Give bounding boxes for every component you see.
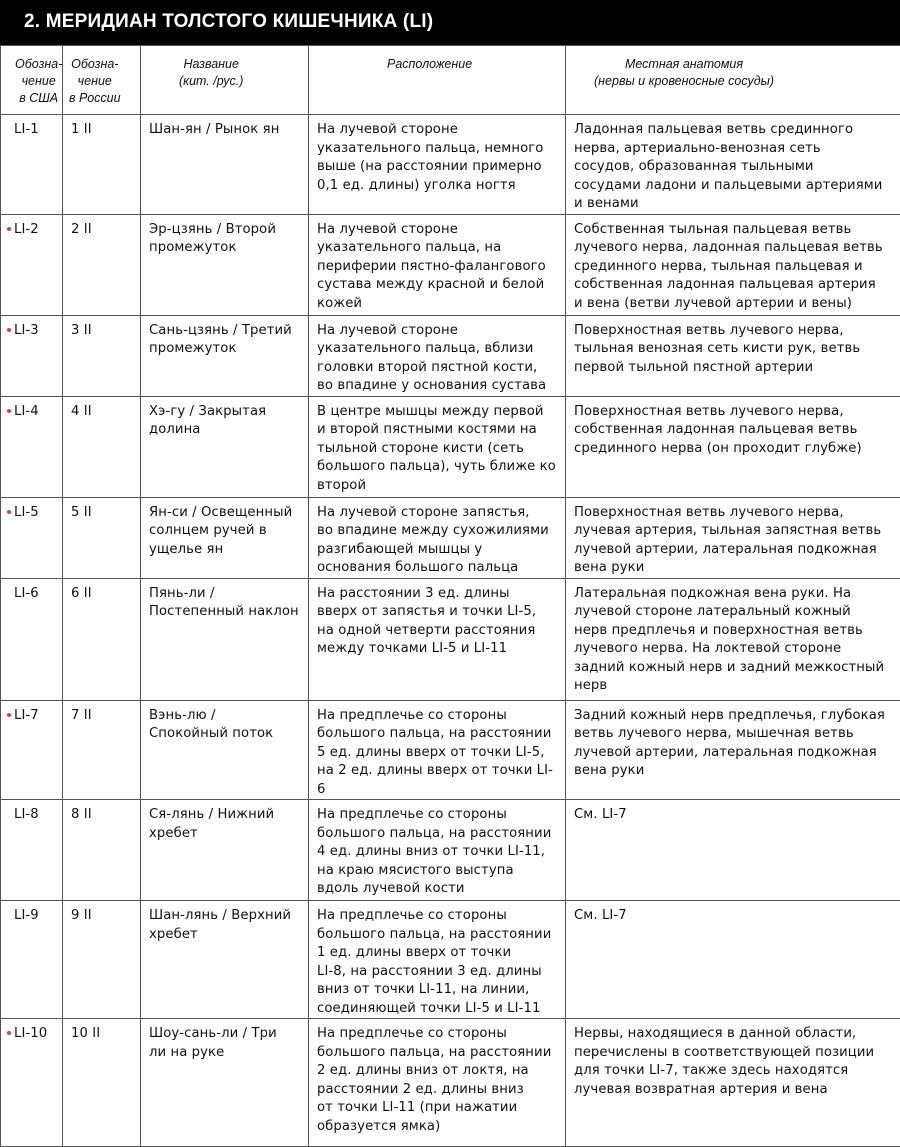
- point-location-wrap: [309, 1019, 565, 1136]
- point-name-cell: [141, 1019, 309, 1147]
- point-name-wrap: [141, 397, 308, 440]
- point-code-us: LI-10: [14, 1026, 47, 1041]
- point-anatomy-cell: [566, 214, 900, 315]
- point-code-ru: 10 II: [71, 1026, 100, 1041]
- point-code-us-cell: [1, 396, 63, 497]
- point-code-us: LI-2: [14, 222, 39, 237]
- point-code-us-cell: [1, 214, 63, 315]
- point-anatomy-wrap: [566, 1019, 900, 1099]
- point-code-ru: 6 II: [71, 586, 92, 601]
- point-location-wrap: [309, 579, 565, 659]
- acupoint-table: [0, 45, 900, 1147]
- header-anatomy-label: Местная анатомия (нервы и кровеносные сосуды): [594, 56, 774, 90]
- point-anatomy-cell: [566, 700, 900, 800]
- point-name-cell: [141, 315, 309, 396]
- point-code-ru: 9 II: [71, 908, 92, 923]
- point-anatomy: Поверхностная ветвь лучевого нерва, собственная ладонная пальцевая ветвь срединного нерва (он проходит глубже): [574, 404, 862, 456]
- point-location-wrap: [309, 316, 565, 396]
- point-name-wrap: [141, 215, 308, 258]
- point-anatomy: Поверхностная ветвь лучевого нерва, лучевая артерия, тыльная запястная ветвь лучевой артерии, латеральная подкожная вена руки: [574, 505, 881, 576]
- point-code-ru: 8 II: [71, 807, 92, 822]
- point-location-cell: [309, 578, 566, 700]
- page-title: 2. МЕРИДИАН ТОЛСТОГО КИШЕЧНИКА (LI): [24, 11, 433, 33]
- point-anatomy-wrap: [566, 115, 900, 214]
- point-code-ru-wrap: [63, 701, 140, 726]
- point-anatomy: Собственная тыльная пальцевая ветвь лучевого нерва, ладонная пальцевая ветвь срединного нерва, тыльная пальцевая и собственная ладонная пальцевая артерия и вена (ветви лучевой артерии и вены): [574, 222, 883, 311]
- point-code-ru: 7 II: [71, 708, 92, 723]
- point-code-us-wrap: [1, 800, 62, 825]
- point-code-us: LI-1: [14, 122, 39, 137]
- point-code-ru: 2 II: [71, 222, 92, 237]
- point-location-cell: [309, 700, 566, 800]
- point-location-cell: [309, 800, 566, 901]
- point-location: На лучевой стороне запястья, во впадине между сухожилиями разгибающей мышцы у основания большого пальца: [317, 505, 549, 576]
- point-code-ru: 5 II: [71, 505, 92, 520]
- point-location-wrap: [309, 397, 565, 496]
- point-name-wrap: [141, 800, 308, 843]
- table-row: [1, 901, 900, 1019]
- point-name: Пянь-ли / Постепенный наклон: [149, 586, 299, 620]
- header-ru-label: Обозна- чение в России: [69, 56, 121, 107]
- point-location-cell: [309, 1019, 566, 1147]
- point-location-wrap: [309, 701, 565, 800]
- point-code-us-cell: [1, 1019, 63, 1147]
- point-code-us-cell: [1, 115, 63, 215]
- point-code-us-cell: [1, 315, 63, 396]
- header-name-label: Название (кит. /рус.): [179, 56, 243, 90]
- table-row: [1, 214, 900, 315]
- point-location-wrap: [309, 800, 565, 899]
- point-name-wrap: [141, 316, 308, 359]
- point-code-ru: 4 II: [71, 404, 92, 419]
- point-location: На предплечье со стороны большого пальца, на расстоянии 4 ед. длины вниз от точки LI-11, на краю мясистого выступа вдоль лучевой кости: [317, 807, 551, 896]
- point-location: На лучевой стороне указательного пальца, на периферии пястно-фалангового сустава между красной и белой кожей: [317, 222, 546, 311]
- point-code-ru-cell: [63, 700, 141, 800]
- point-code-ru-wrap: [63, 579, 140, 604]
- point-name-cell: [141, 396, 309, 497]
- point-anatomy-wrap: [566, 215, 900, 314]
- point-anatomy: См. LI-7: [574, 908, 627, 923]
- point-anatomy-cell: [566, 800, 900, 901]
- point-anatomy-wrap: [566, 397, 900, 459]
- header-location: [309, 46, 566, 115]
- point-code-ru-cell: [63, 115, 141, 215]
- point-anatomy-wrap: [566, 579, 900, 696]
- point-code-us: LI-6: [14, 586, 39, 601]
- point-name-cell: [141, 700, 309, 800]
- point-name-wrap: [141, 901, 308, 944]
- point-anatomy-wrap: [566, 498, 900, 578]
- point-code-us-wrap: [1, 701, 62, 726]
- point-code-ru: 1 II: [71, 122, 92, 137]
- table-row: [1, 578, 900, 700]
- point-anatomy: Задний кожный нерв предплечья, глубокая ветвь лучевого нерва, мышечная ветвь лучевой артерии, латеральная подкожная вена руки: [574, 708, 885, 779]
- point-code-us: LI-3: [14, 323, 39, 338]
- point-anatomy-cell: [566, 901, 900, 1019]
- point-code-us-wrap: [1, 901, 62, 926]
- marker-dot-icon: [7, 227, 11, 231]
- point-location-cell: [309, 315, 566, 396]
- point-code-us-wrap: [1, 397, 62, 422]
- point-code-ru-cell: [63, 578, 141, 700]
- point-anatomy-wrap: [566, 701, 900, 781]
- table-row: [1, 1019, 900, 1147]
- point-location-cell: [309, 497, 566, 578]
- point-code-us-cell: [1, 497, 63, 578]
- point-code-us: LI-9: [14, 908, 39, 923]
- point-code-us-wrap: [1, 115, 62, 140]
- point-name: Ся-лянь / Нижний хребет: [149, 807, 274, 841]
- marker-dot-icon: [7, 713, 11, 717]
- marker-dot-icon: [7, 328, 11, 332]
- point-location: На предплечье со стороны большого пальца, на расстоянии 5 ед. длины вверх от точки LI-5, на 2 ед. длины вверх от точки LI-6: [317, 708, 553, 797]
- point-anatomy-cell: [566, 497, 900, 578]
- point-name-wrap: [141, 579, 308, 622]
- point-anatomy: См. LI-7: [574, 807, 627, 822]
- point-code-us-cell: [1, 578, 63, 700]
- table-row: [1, 396, 900, 497]
- header-name: [141, 46, 309, 115]
- point-code-us-wrap: [1, 498, 62, 523]
- point-code-ru-cell: [63, 800, 141, 901]
- point-name-cell: [141, 214, 309, 315]
- point-anatomy: Ладонная пальцевая ветвь срединного нерва, артериально-венозная сеть сосудов, образованная тыльными сосудами ладони и пальцевыми артериями и венами: [574, 122, 882, 211]
- point-name: Вэнь-лю / Спокойный поток: [149, 708, 273, 742]
- table-row: [1, 700, 900, 800]
- header-ru: [63, 46, 141, 115]
- header-anatomy: [566, 46, 900, 115]
- point-location-cell: [309, 115, 566, 215]
- point-code-ru-cell: [63, 214, 141, 315]
- point-location: На лучевой стороне указательного пальца, вблизи головки второй пястной кости, во впадине у основания сустава: [317, 323, 546, 394]
- point-name-cell: [141, 115, 309, 215]
- header-location-label: Расположение: [387, 56, 472, 73]
- point-code-us: LI-7: [14, 708, 39, 723]
- point-name: Хэ-гу / Закрытая долина: [149, 404, 266, 438]
- table-row: [1, 497, 900, 578]
- point-code-us-wrap: [1, 1019, 62, 1044]
- point-name-wrap: [141, 1019, 308, 1062]
- point-name-wrap: [141, 701, 308, 744]
- point-location: На лучевой стороне указательного пальца, немного выше (на расстоянии примерно 0,1 ед. длины) уголка ногтя: [317, 122, 543, 193]
- point-location-wrap: [309, 901, 565, 1018]
- point-location-wrap: [309, 498, 565, 578]
- point-code-ru-wrap: [63, 800, 140, 825]
- point-anatomy-cell: [566, 578, 900, 700]
- point-code-ru-wrap: [63, 498, 140, 523]
- point-code-ru-cell: [63, 315, 141, 396]
- point-code-us: LI-4: [14, 404, 39, 419]
- point-code-ru-cell: [63, 497, 141, 578]
- point-code-us-wrap: [1, 215, 62, 240]
- point-name-wrap: [141, 498, 308, 560]
- header-us: [1, 46, 63, 115]
- point-anatomy-cell: [566, 315, 900, 396]
- point-code-ru-wrap: [63, 901, 140, 926]
- point-location-wrap: [309, 115, 565, 195]
- point-name: Шан-ян / Рынок ян: [149, 122, 279, 137]
- point-location: В центре мышцы между первой и второй пястными костями на тыльной стороне кисти (сеть большого пальца), чуть ближе ко второй: [317, 404, 556, 493]
- point-code-ru-wrap: [63, 115, 140, 140]
- point-code-us-cell: [1, 901, 63, 1019]
- point-anatomy-cell: [566, 1019, 900, 1147]
- point-anatomy: Нервы, находящиеся в данной области, перечислены в соответствующей позиции для точки LI-7, также здесь находятся лучевая возвратная артерия и вена: [574, 1026, 874, 1097]
- point-location: На предплечье со стороны большого пальца, на расстоянии 2 ед. длины вниз от локтя, на расстоянии 2 ед. длины вниз от точки LI-11 (при нажатии образуется ямка): [317, 1026, 551, 1134]
- point-anatomy: Латеральная подкожная вена руки. На лучевой стороне латеральный кожный нерв предплечья и поверхностная ветвь лучевого нерва. На локтевой стороне задний кожный нерв и задний межкостный нерв: [574, 586, 884, 694]
- point-anatomy-wrap: [566, 901, 900, 926]
- point-anatomy-wrap: [566, 800, 900, 825]
- marker-dot-icon: [7, 409, 11, 413]
- table-row: [1, 800, 900, 901]
- point-code-ru-wrap: [63, 215, 140, 240]
- point-code-ru-wrap: [63, 397, 140, 422]
- point-name-cell: [141, 800, 309, 901]
- point-location: На расстоянии 3 ед. длины вверх от запястья и точки LI-5, на одной четверти расстояния между точками LI-5 и LI-11: [317, 586, 536, 657]
- point-anatomy-cell: [566, 115, 900, 215]
- point-anatomy-wrap: [566, 316, 900, 378]
- table-row: [1, 315, 900, 396]
- point-code-us-wrap: [1, 316, 62, 341]
- point-code-ru: 3 II: [71, 323, 92, 338]
- point-code-us-cell: [1, 700, 63, 800]
- point-location-cell: [309, 901, 566, 1019]
- point-code-ru-cell: [63, 396, 141, 497]
- point-location: На предплечье со стороны большого пальца, на расстоянии 1 ед. длины вверх от точки LI-8, на расстоянии 3 ед. длины вниз от точки LI-11, на линии, соединяющей точки LI-5 и LI-11: [317, 908, 551, 1016]
- point-location-cell: [309, 214, 566, 315]
- point-location-cell: [309, 396, 566, 497]
- point-code-us: LI-8: [14, 807, 39, 822]
- point-anatomy: Поверхностная ветвь лучевого нерва, тыльная венозная сеть кисти рук, ветвь первой тыльной пястной артерии: [574, 323, 860, 375]
- point-anatomy-cell: [566, 396, 900, 497]
- point-code-us-wrap: [1, 579, 62, 604]
- point-code-ru-wrap: [63, 316, 140, 341]
- table-header-row: [1, 46, 900, 115]
- point-code-ru-cell: [63, 1019, 141, 1147]
- point-name-wrap: [141, 115, 308, 140]
- point-code-ru-wrap: [63, 1019, 140, 1044]
- point-location-wrap: [309, 215, 565, 314]
- point-name: Сань-цзянь / Третий промежуток: [149, 323, 292, 357]
- point-code-us-cell: [1, 800, 63, 901]
- point-code-ru-cell: [63, 901, 141, 1019]
- title-bar: [0, 0, 900, 45]
- point-name: Эр-цзянь / Второй промежуток: [149, 222, 276, 256]
- marker-dot-icon: [7, 510, 11, 514]
- marker-dot-icon: [7, 1031, 11, 1035]
- point-name: Шоу-сань-ли / Три ли на руке: [149, 1026, 277, 1060]
- header-us-label: Обозна- чение в США: [15, 56, 62, 107]
- point-name-cell: [141, 901, 309, 1019]
- point-name-cell: [141, 578, 309, 700]
- point-code-us: LI-5: [14, 505, 39, 520]
- table-row: [1, 115, 900, 215]
- point-name-cell: [141, 497, 309, 578]
- point-name: Шан-лянь / Верхний хребет: [149, 908, 291, 942]
- point-name: Ян-си / Освещенный солнцем ручей в ущелье ян: [149, 505, 292, 557]
